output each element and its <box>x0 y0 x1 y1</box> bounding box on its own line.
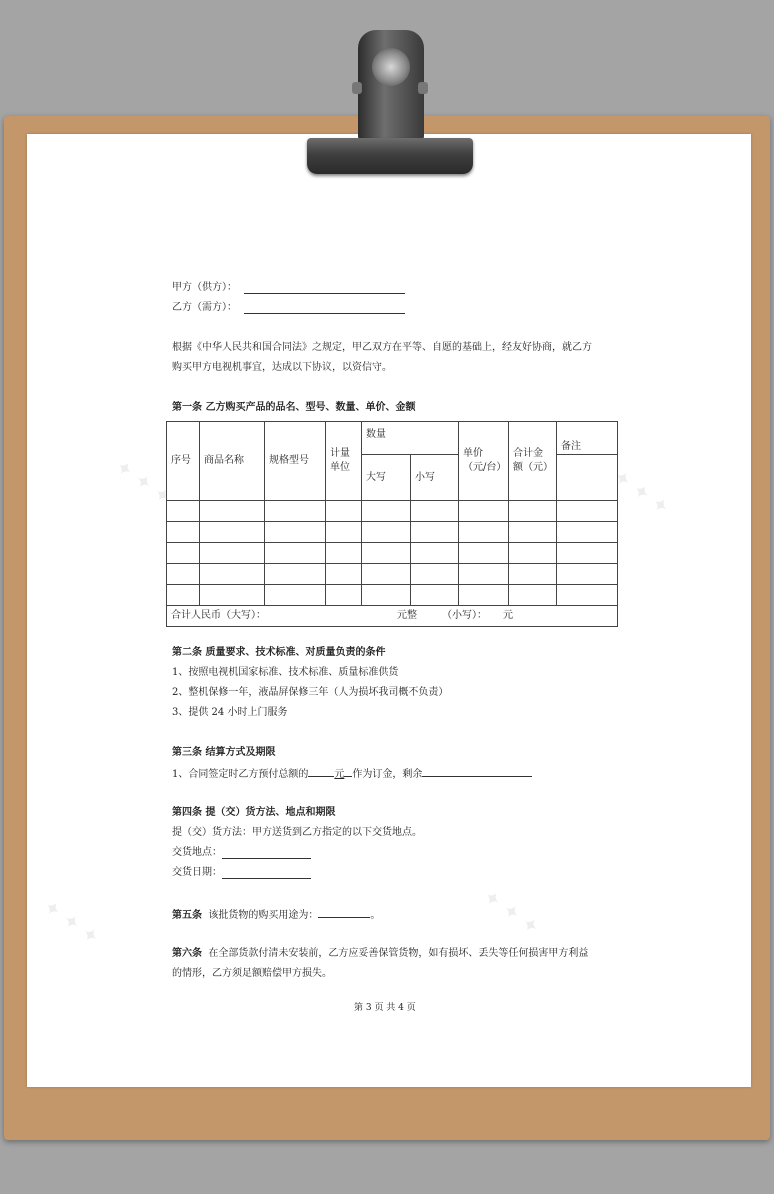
intro-line-1: 根据《中华人民共和国合同法》之规定，甲乙双方在平等、自愿的基础上，经友好协商，就乙方 <box>172 342 592 353</box>
clipboard-clip-base <box>307 138 473 174</box>
goods-table <box>166 421 618 627</box>
watermark-decoration: ✦ ✦ ✦ <box>608 464 675 520</box>
article-4-title: 第四条 提（交）货方法、地点和期限 <box>172 807 336 818</box>
header-unit: 计量单位 <box>326 422 362 501</box>
table-total-row <box>167 606 618 627</box>
article-5-text: 该批货物的购买用途为： <box>208 910 319 921</box>
article-3-item-1 <box>172 766 532 782</box>
article-3-text-a: 1、合同签定时乙方预付总额的 <box>172 769 309 780</box>
party-a-label: 甲方（供方）： <box>172 282 237 293</box>
article-2-item-1: 1、按照电视机国家标准、技术标准、质量标准供货 <box>172 667 399 678</box>
header-amount: 合计金额（元） <box>509 422 557 501</box>
article-1-title: 第一条 乙方购买产品的品名、型号、数量、单价、金额 <box>172 402 416 413</box>
article-3-text-c: 作为订金，剩余 <box>352 769 423 780</box>
article-3-title: 第三条 结算方式及期限 <box>172 747 276 758</box>
party-b-label: 乙方（需方）： <box>172 302 237 313</box>
table-row <box>167 522 618 543</box>
article-5 <box>172 907 380 923</box>
table-row <box>167 543 618 564</box>
total-lower-unit: 元 <box>503 610 513 621</box>
article-2-item-2: 2、整机保修一年，液晶屏保修三年（人为损坏我司概不负责） <box>172 687 449 698</box>
clip-hinge-left <box>352 82 362 94</box>
article-2-title: 第二条 质量要求、技术标准、对质量负责的条件 <box>172 647 386 658</box>
header-remark: 备注 <box>557 422 618 455</box>
header-product-name: 商品名称 <box>200 422 265 501</box>
article-6-title: 第六条 <box>172 948 202 959</box>
header-qty-lower: 小写 <box>411 455 459 501</box>
header-spec: 规格型号 <box>265 422 326 501</box>
article-6-text-1: 在全部货款付清未安装前，乙方应妥善保管货物，如有损坏、丢失等任何损害甲方利益 <box>208 948 589 959</box>
table-row <box>167 564 618 585</box>
article-5-title: 第五条 <box>172 910 202 921</box>
header-quantity: 数量 <box>362 422 459 455</box>
article-4-method: 提（交）货方法：甲方送货到乙方指定的以下交货地点。 <box>172 827 422 838</box>
total-lower-label: （小写）： <box>442 610 487 621</box>
header-unit-price: 单价（元/台） <box>459 422 509 501</box>
table-row <box>167 585 618 606</box>
article-5-end: 。 <box>370 910 381 921</box>
watermark-decoration: ✦ ✦ ✦ <box>478 884 545 940</box>
intro-line-2: 购买甲方电视机事宜，达成以下协议，以资信守。 <box>172 362 392 373</box>
total-yuan-label: 元整 <box>397 610 417 621</box>
page-number: 第 3 页 共 4 页 <box>354 1003 416 1013</box>
party-a-field <box>244 293 405 294</box>
article-3-yuan: 元 <box>334 769 345 780</box>
delivery-date-field <box>222 878 311 879</box>
table-row <box>167 501 618 522</box>
total-label: 合计人民币（大写）： <box>171 610 266 621</box>
watermark-decoration: ✦ ✦ ✦ <box>110 454 177 510</box>
header-remark-lower <box>557 455 618 501</box>
clipboard-clip-arm <box>358 30 424 142</box>
article-4-place-label: 交货地点： <box>172 847 222 858</box>
clip-hinge-right <box>418 82 428 94</box>
delivery-place-field <box>222 858 311 859</box>
header-qty-upper: 大写 <box>362 455 411 501</box>
article-4-date-label: 交货日期： <box>172 867 222 878</box>
clip-rivet-icon <box>372 48 410 86</box>
article-6-line-1 <box>172 947 588 961</box>
header-no: 序号 <box>167 422 200 501</box>
party-b-field <box>244 313 405 314</box>
article-2-item-3: 3、提供 24 小时上门服务 <box>172 707 288 718</box>
watermark-decoration: ✦ ✦ ✦ <box>38 894 105 950</box>
article-6-line-2: 的情形，乙方须足额赔偿甲方损失。 <box>172 968 332 979</box>
